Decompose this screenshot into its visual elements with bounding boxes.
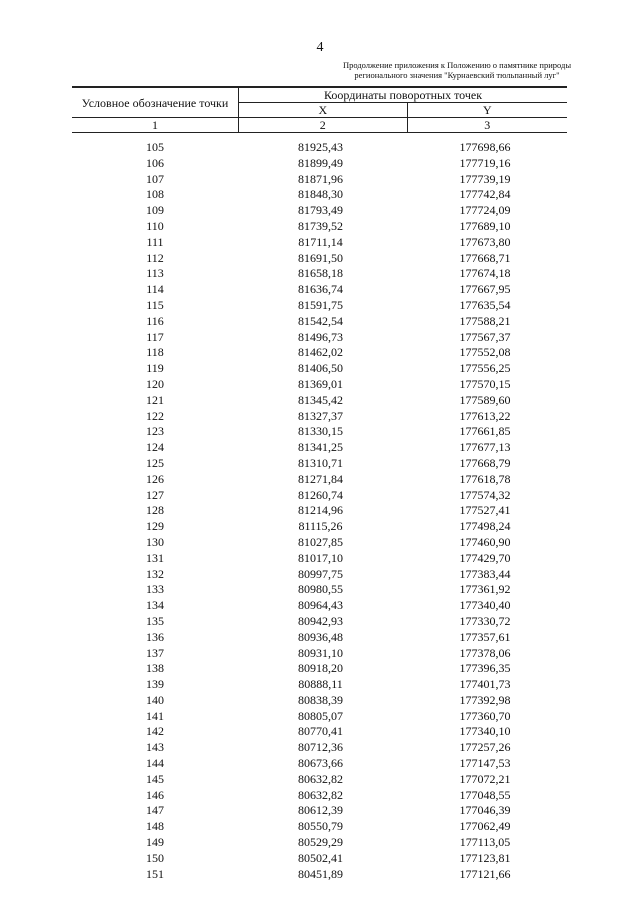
table-row <box>72 519 567 535</box>
point-number: 124 <box>146 440 164 455</box>
x-coordinate: 81793,49 <box>298 203 343 218</box>
y-coordinate: 177588,21 <box>459 313 511 328</box>
table-row <box>72 156 567 172</box>
header-x: X <box>239 103 408 118</box>
y-coordinate: 177360,70 <box>459 708 511 723</box>
point-number: 148 <box>146 819 164 834</box>
y-coordinate: 177567,37 <box>459 329 511 344</box>
x-coordinate: 81017,10 <box>298 550 343 565</box>
x-coordinate: 81271,84 <box>298 471 343 486</box>
x-coordinate: 81310,71 <box>298 455 343 470</box>
point-number: 149 <box>146 835 164 850</box>
document-caption <box>332 60 582 80</box>
y-coordinate: 177147,53 <box>459 756 511 771</box>
x-coordinate: 80918,20 <box>298 661 343 676</box>
x-coordinate: 80612,39 <box>298 803 343 818</box>
point-number: 145 <box>146 771 164 786</box>
x-coordinate: 80980,55 <box>298 582 343 597</box>
x-coordinate: 80931,10 <box>298 645 343 660</box>
table-row <box>72 724 567 740</box>
point-number: 114 <box>146 282 164 297</box>
y-coordinate: 177698,66 <box>459 140 511 154</box>
table-row <box>72 377 567 393</box>
table-row <box>72 187 567 203</box>
point-number: 138 <box>146 661 164 676</box>
table-row <box>72 409 567 425</box>
table-row <box>72 361 567 377</box>
point-number: 150 <box>146 850 164 865</box>
point-number: 133 <box>146 582 164 597</box>
point-number: 127 <box>146 487 164 502</box>
x-coordinate: 80997,75 <box>298 566 343 581</box>
point-number: 110 <box>146 218 164 233</box>
point-number: 142 <box>146 724 164 739</box>
caption-line-1: Продолжение приложения к Положению о памятнике природы <box>342 60 572 70</box>
y-coordinate: 177667,95 <box>459 282 511 297</box>
x-coordinate: 81260,74 <box>298 487 343 502</box>
table-row <box>72 266 567 282</box>
x-coordinate: 81636,74 <box>298 282 343 297</box>
y-coordinate: 177570,15 <box>459 376 511 391</box>
point-number: 139 <box>146 677 164 692</box>
point-number: 106 <box>146 155 164 170</box>
x-coordinate: 80770,41 <box>298 724 343 739</box>
x-coordinate: 80838,39 <box>298 692 343 707</box>
y-coordinate: 177724,09 <box>459 203 511 218</box>
y-coordinate: 177072,21 <box>459 771 511 786</box>
y-coordinate: 177340,10 <box>459 724 511 739</box>
x-coordinate: 80550,79 <box>298 819 343 834</box>
x-coordinate: 80888,11 <box>298 677 343 692</box>
y-coordinate: 177527,41 <box>459 503 511 518</box>
x-coordinate: 81115,26 <box>298 519 343 534</box>
table-row <box>72 693 567 709</box>
x-coordinate: 81406,50 <box>298 361 343 376</box>
point-number: 146 <box>146 787 164 802</box>
x-coordinate: 81691,50 <box>298 250 343 265</box>
point-number: 111 <box>146 234 164 249</box>
y-coordinate: 177719,16 <box>459 155 511 170</box>
y-coordinate: 177552,08 <box>459 345 511 360</box>
table-row <box>72 235 567 251</box>
table-row <box>72 677 567 693</box>
x-coordinate: 81848,30 <box>298 187 343 202</box>
point-number: 125 <box>146 455 164 470</box>
point-number: 112 <box>146 250 164 265</box>
y-coordinate: 177121,66 <box>459 866 511 881</box>
caption-line-2: регионального значения "Курнаевский тюльпанный луг" <box>354 70 560 80</box>
x-coordinate: 80805,07 <box>298 708 343 723</box>
table-row <box>72 440 567 456</box>
point-number: 113 <box>146 266 164 281</box>
header-y: Y <box>407 103 567 118</box>
y-coordinate: 177257,26 <box>459 740 511 755</box>
y-coordinate: 177589,60 <box>459 392 511 407</box>
y-coordinate: 177677,13 <box>459 440 511 455</box>
point-number: 147 <box>146 803 164 818</box>
point-number: 129 <box>146 519 164 534</box>
x-coordinate: 81711,14 <box>298 234 343 249</box>
table-row <box>72 709 567 725</box>
table-row <box>72 772 567 788</box>
x-coordinate: 80712,36 <box>298 740 343 755</box>
point-number: 120 <box>146 376 164 391</box>
point-number: 136 <box>146 629 164 644</box>
x-coordinate: 80936,48 <box>298 629 343 644</box>
y-coordinate: 177498,24 <box>459 519 511 534</box>
table-row <box>72 503 567 519</box>
x-coordinate: 81739,52 <box>298 218 343 233</box>
table-row <box>72 203 567 219</box>
point-number: 131 <box>146 550 164 565</box>
column-number-3: 3 <box>407 118 567 133</box>
point-number: 123 <box>146 424 164 439</box>
table-row <box>72 282 567 298</box>
table-row <box>72 330 567 346</box>
table-row <box>72 740 567 756</box>
y-coordinate: 177378,06 <box>459 645 511 660</box>
x-coordinate: 80451,89 <box>298 866 343 881</box>
point-number: 109 <box>146 203 164 218</box>
y-coordinate: 177330,72 <box>459 613 511 628</box>
table-row <box>72 140 567 156</box>
point-number: 143 <box>146 740 164 755</box>
y-coordinate: 177357,61 <box>459 629 511 644</box>
page-number: 4 <box>316 40 324 55</box>
y-coordinate: 177689,10 <box>459 218 511 233</box>
y-coordinate: 177739,19 <box>459 171 511 186</box>
point-number: 107 <box>146 171 164 186</box>
y-coordinate: 177113,05 <box>459 835 511 850</box>
table-row <box>72 851 567 867</box>
table-row <box>72 646 567 662</box>
point-number: 118 <box>146 345 164 360</box>
point-number: 137 <box>146 645 164 660</box>
table-row <box>72 567 567 583</box>
y-coordinate: 177401,73 <box>459 677 511 692</box>
table-row <box>72 661 567 677</box>
y-coordinate: 177668,71 <box>459 250 511 265</box>
x-coordinate: 81369,01 <box>298 376 343 391</box>
y-coordinate: 177048,55 <box>459 787 511 802</box>
y-coordinate: 177460,90 <box>459 534 511 549</box>
column-number-2: 2 <box>239 118 408 133</box>
y-coordinate: 177123,81 <box>459 850 511 865</box>
y-coordinate: 177574,32 <box>459 487 511 502</box>
table-row <box>72 867 567 883</box>
point-number: 140 <box>146 692 164 707</box>
table-row <box>72 298 567 314</box>
table-row <box>72 630 567 646</box>
table-row <box>72 819 567 835</box>
y-coordinate: 177635,54 <box>459 297 511 312</box>
y-coordinate: 177668,79 <box>459 455 511 470</box>
y-coordinate: 177613,22 <box>459 408 511 423</box>
point-number: 134 <box>146 598 164 613</box>
x-coordinate: 80964,43 <box>298 598 343 613</box>
x-coordinate: 81542,54 <box>298 313 343 328</box>
point-number: 144 <box>146 756 164 771</box>
table-row <box>72 535 567 551</box>
x-coordinate: 80502,41 <box>298 850 343 865</box>
x-coordinate: 80673,66 <box>298 756 343 771</box>
point-number: 132 <box>146 566 164 581</box>
x-coordinate: 81214,96 <box>298 503 343 518</box>
table-row <box>72 551 567 567</box>
table-row <box>72 788 567 804</box>
coordinates-table-body <box>72 140 567 882</box>
y-coordinate: 177674,18 <box>459 266 511 281</box>
x-coordinate: 81330,15 <box>298 424 343 439</box>
header-point-designation: Условное обозначение точки <box>72 87 239 118</box>
point-number: 151 <box>146 866 164 881</box>
table-row <box>72 456 567 472</box>
table-row <box>72 598 567 614</box>
x-coordinate: 81925,43 <box>298 140 343 154</box>
table-row <box>72 614 567 630</box>
y-coordinate: 177673,80 <box>459 234 511 249</box>
y-coordinate: 177661,85 <box>459 424 511 439</box>
y-coordinate: 177618,78 <box>459 471 511 486</box>
y-coordinate: 177556,25 <box>459 361 511 376</box>
table-row <box>72 219 567 235</box>
x-coordinate: 81345,42 <box>298 392 343 407</box>
y-coordinate: 177046,39 <box>459 803 511 818</box>
y-coordinate: 177062,49 <box>459 819 511 834</box>
y-coordinate: 177340,40 <box>459 598 511 613</box>
point-number: 108 <box>146 187 164 202</box>
table-row <box>72 488 567 504</box>
table-row <box>72 172 567 188</box>
table-row <box>72 582 567 598</box>
table-row <box>72 472 567 488</box>
y-coordinate: 177742,84 <box>459 187 511 202</box>
x-coordinate: 81899,49 <box>298 155 343 170</box>
point-number: 135 <box>146 613 164 628</box>
point-number: 115 <box>146 297 164 312</box>
table-row <box>72 393 567 409</box>
x-coordinate: 81027,85 <box>298 534 343 549</box>
y-coordinate: 177361,92 <box>459 582 511 597</box>
y-coordinate: 177429,70 <box>459 550 511 565</box>
x-coordinate: 80632,82 <box>298 787 343 802</box>
point-number: 121 <box>146 392 164 407</box>
point-number: 105 <box>146 140 164 154</box>
y-coordinate: 177383,44 <box>459 566 511 581</box>
header-coordinates: Координаты поворотных точек <box>239 87 568 103</box>
table-row <box>72 251 567 267</box>
point-number: 141 <box>146 708 164 723</box>
column-number-1: 1 <box>72 118 239 133</box>
point-number: 128 <box>146 503 164 518</box>
y-coordinate: 177392,98 <box>459 692 511 707</box>
point-number: 117 <box>146 329 164 344</box>
table-row <box>72 835 567 851</box>
table-row <box>72 803 567 819</box>
x-coordinate: 81327,37 <box>298 408 343 423</box>
point-number: 130 <box>146 534 164 549</box>
y-coordinate: 177396,35 <box>459 661 511 676</box>
point-number: 116 <box>146 313 164 328</box>
x-coordinate: 80632,82 <box>298 771 343 786</box>
coordinates-table-header <box>72 86 567 133</box>
x-coordinate: 81871,96 <box>298 171 343 186</box>
x-coordinate: 80942,93 <box>298 613 343 628</box>
x-coordinate: 81658,18 <box>298 266 343 281</box>
table-row <box>72 424 567 440</box>
point-number: 126 <box>146 471 164 486</box>
table-row <box>72 345 567 361</box>
table-row <box>72 314 567 330</box>
x-coordinate: 81591,75 <box>298 297 343 312</box>
x-coordinate: 80529,29 <box>298 835 343 850</box>
point-number: 119 <box>146 361 164 376</box>
table-row <box>72 756 567 772</box>
x-coordinate: 81341,25 <box>298 440 343 455</box>
point-number: 122 <box>146 408 164 423</box>
x-coordinate: 81496,73 <box>298 329 343 344</box>
x-coordinate: 81462,02 <box>298 345 343 360</box>
